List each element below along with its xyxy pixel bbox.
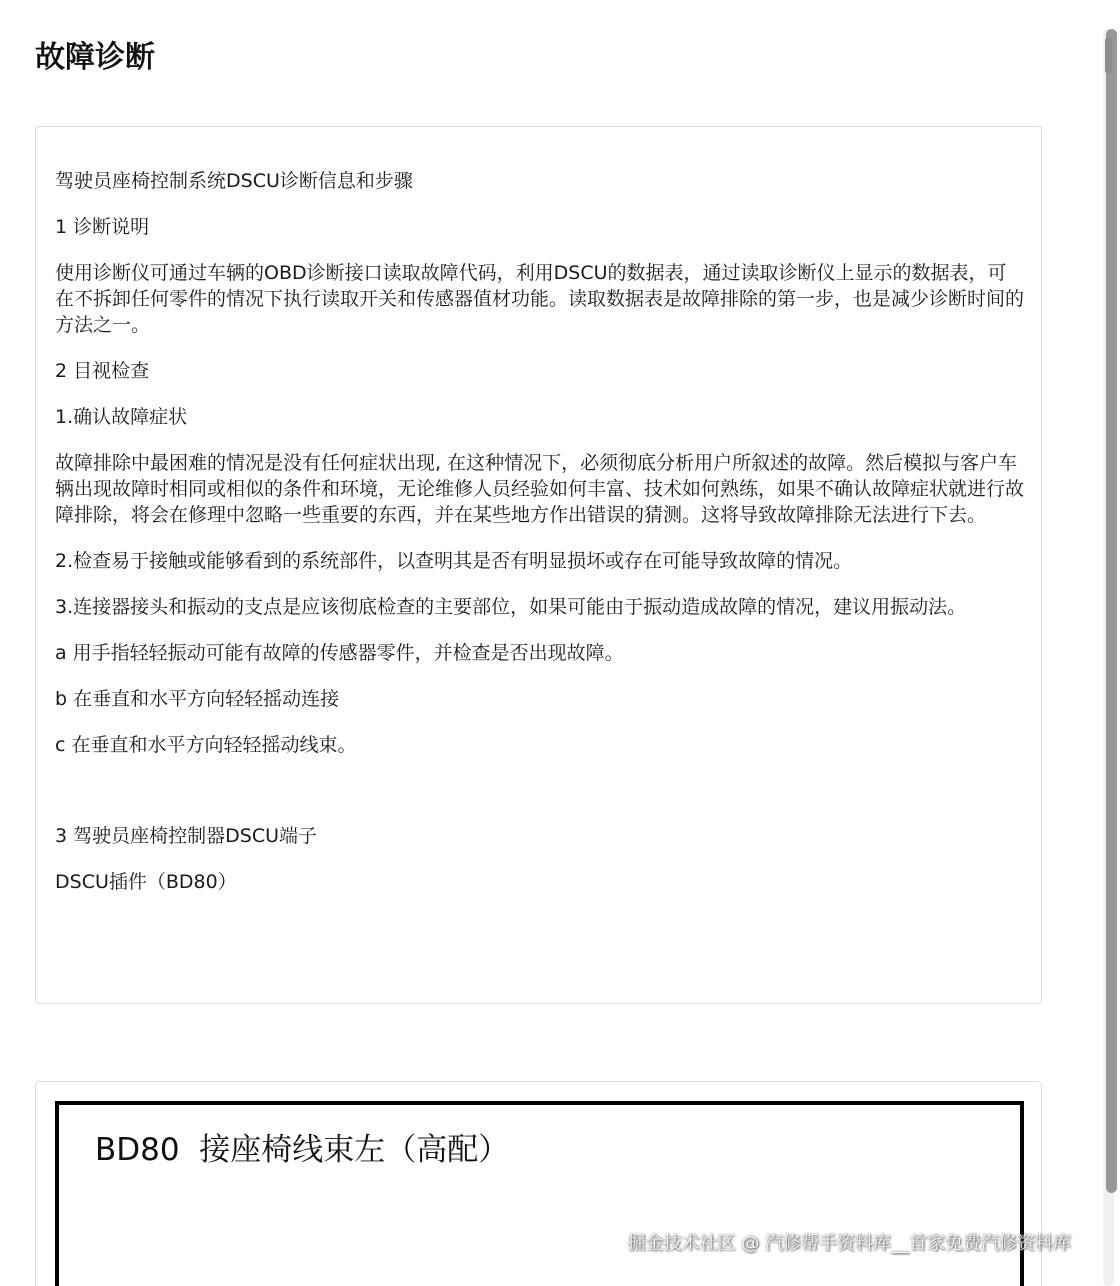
section-heading: 3 驾驶员座椅控制器DSCU端子	[55, 825, 317, 847]
diagram-title: BD80 接座椅线束左（高配）	[95, 1132, 510, 1168]
section-heading: 1 诊断说明	[55, 216, 150, 238]
paragraph: 3.连接器接头和振动的支点是应该彻底检查的主要部位，如果可能由于振动造成故障的情况，建议用振动法。	[55, 596, 967, 618]
list-item: c 在垂直和水平方向轻轻摇动线束。	[55, 734, 357, 756]
list-item: a 用手指轻轻振动可能有故障的传感器零件，并检查是否出现故障。	[55, 642, 624, 664]
outer-scrollbar-thumb[interactable]	[1106, 29, 1117, 1193]
section-heading: 1.确认故障症状	[55, 406, 188, 428]
paragraph: 故障排除中最困难的情况是没有任何症状出现, 在这种情况下，必须彻底分析用户所叙述的故障。然后模拟与客户车辆出现故障时相同或相似的条件和环境，无论维修人员经验如何丰富、技术如何熟练，如果不确认故障症状就进行故障排除，将会在修理中忽略一些重要的东西，并在某些地方作出错误的猜测。这将导致故障排除无法进行下去。	[55, 452, 1025, 526]
connector-diagram-card	[35, 1081, 1042, 1286]
paragraph: 2.检查易于接触或能够看到的系统部件，以查明其是否有明显损坏或存在可能导致故障的情况。	[55, 550, 853, 572]
section-heading: 驾驶员座椅控制系统DSCU诊断信息和步骤	[55, 170, 413, 192]
connector-diagram-frame	[55, 1101, 1024, 1286]
page-title: 故障诊断	[35, 40, 155, 75]
connector-label: DSCU插件（BD80）	[55, 871, 237, 893]
blank-space	[55, 778, 1025, 823]
section-heading: 2 目视检查	[55, 360, 150, 382]
paragraph: 使用诊断仪可通过车辆的OBD诊断接口读取故障代码，利用DSCU的数据表，通过读取诊断仪上显示的数据表，可在不拆卸任何零件的情况下执行读取开关和传感器值材功能。读取数据表是故障排除的第一步，也是减少诊断时间的方法之一。	[55, 262, 1025, 336]
diagnosis-text-card	[35, 126, 1042, 1004]
vertical-scrollbar[interactable]	[1100, 0, 1120, 1286]
list-item: b 在垂直和水平方向轻轻摇动连接	[55, 688, 340, 710]
diagnosis-text	[55, 168, 1025, 915]
watermark-text: 掘金技术社区 @ 汽修帮手资料库__首家免费汽修资料库	[627, 1233, 1071, 1254]
